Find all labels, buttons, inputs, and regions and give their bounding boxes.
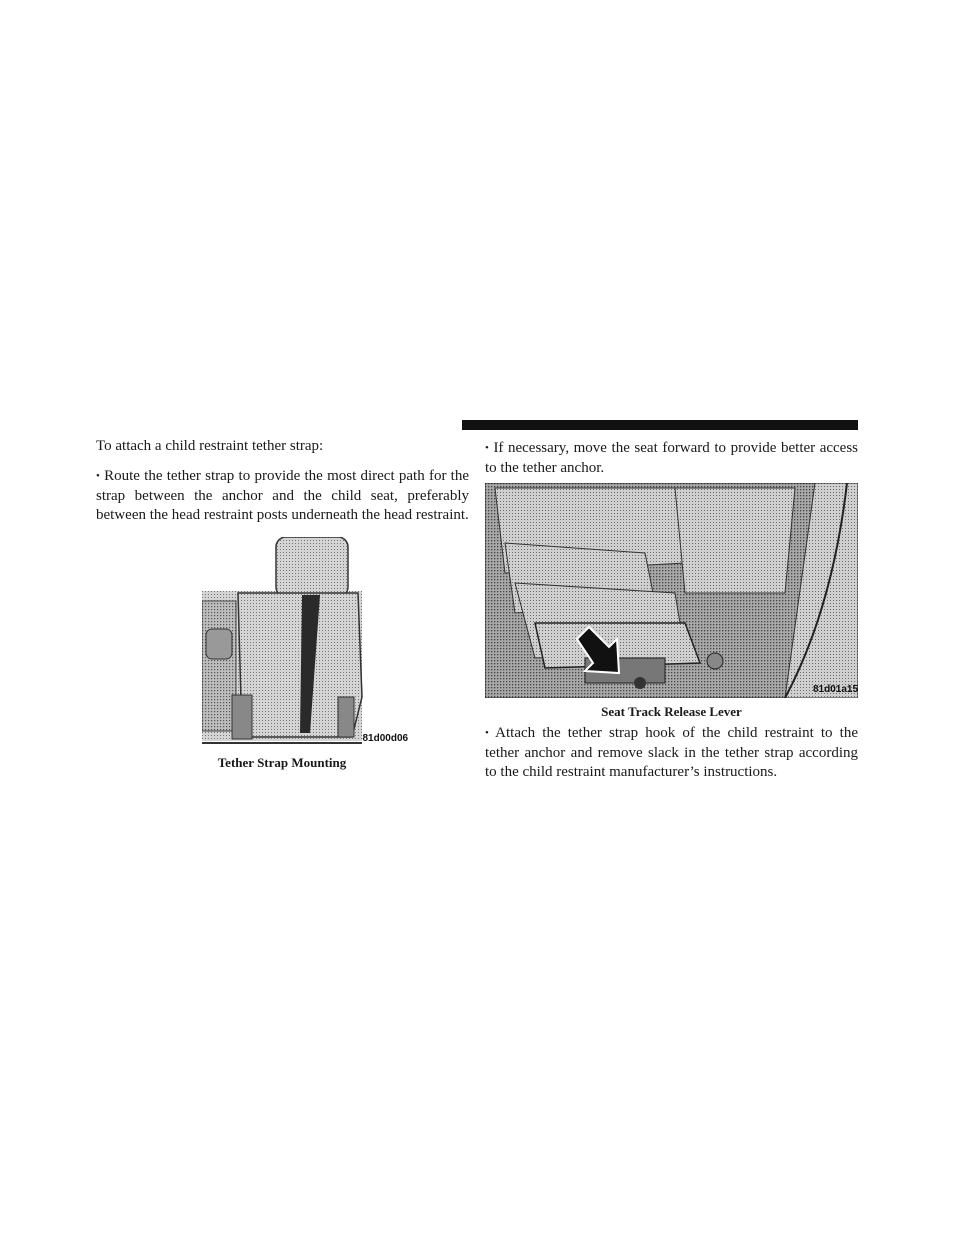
bullet-route-strap-text: Route the tether strap to provide the most direct path for the strap between the anchor and the child seat, preferably between the head restraint posts underneath the head restraint. (96, 468, 470, 523)
seat-track-figure (485, 483, 858, 698)
bullet-move-seat (485, 437, 858, 478)
bullet-move-seat-text: If necessary, move the seat forward to provide better access to the tether anchor. (485, 440, 859, 476)
bullet-attach-hook-text: Attach the tether strap hook of the child restraint to the tether anchor and remove slack in the tether strap according to the child restraint manufacturer’s instructions. (485, 725, 858, 780)
figure-code-seat-track: 81d01a15 (813, 684, 859, 695)
right-column (485, 437, 858, 782)
seat-track-illustration (485, 483, 858, 698)
figure-code-tether: 81d00d06 (362, 733, 409, 744)
bullet-attach-hook (485, 722, 858, 782)
tether-strap-figure (202, 537, 409, 749)
intro-text: To attach a child restraint tether strap: (96, 438, 324, 454)
tether-strap-illustration (202, 537, 364, 749)
caption-tether-strap: Tether Strap Mounting (217, 755, 347, 770)
left-column (96, 437, 469, 771)
bullet-marker: • (485, 727, 489, 739)
bullet-route-strap (96, 467, 469, 525)
section-rule (462, 420, 858, 430)
caption-seat-track: Seat Track Release Lever (601, 704, 742, 719)
bullet-marker: • (96, 470, 100, 482)
bullet-marker: • (485, 442, 489, 454)
